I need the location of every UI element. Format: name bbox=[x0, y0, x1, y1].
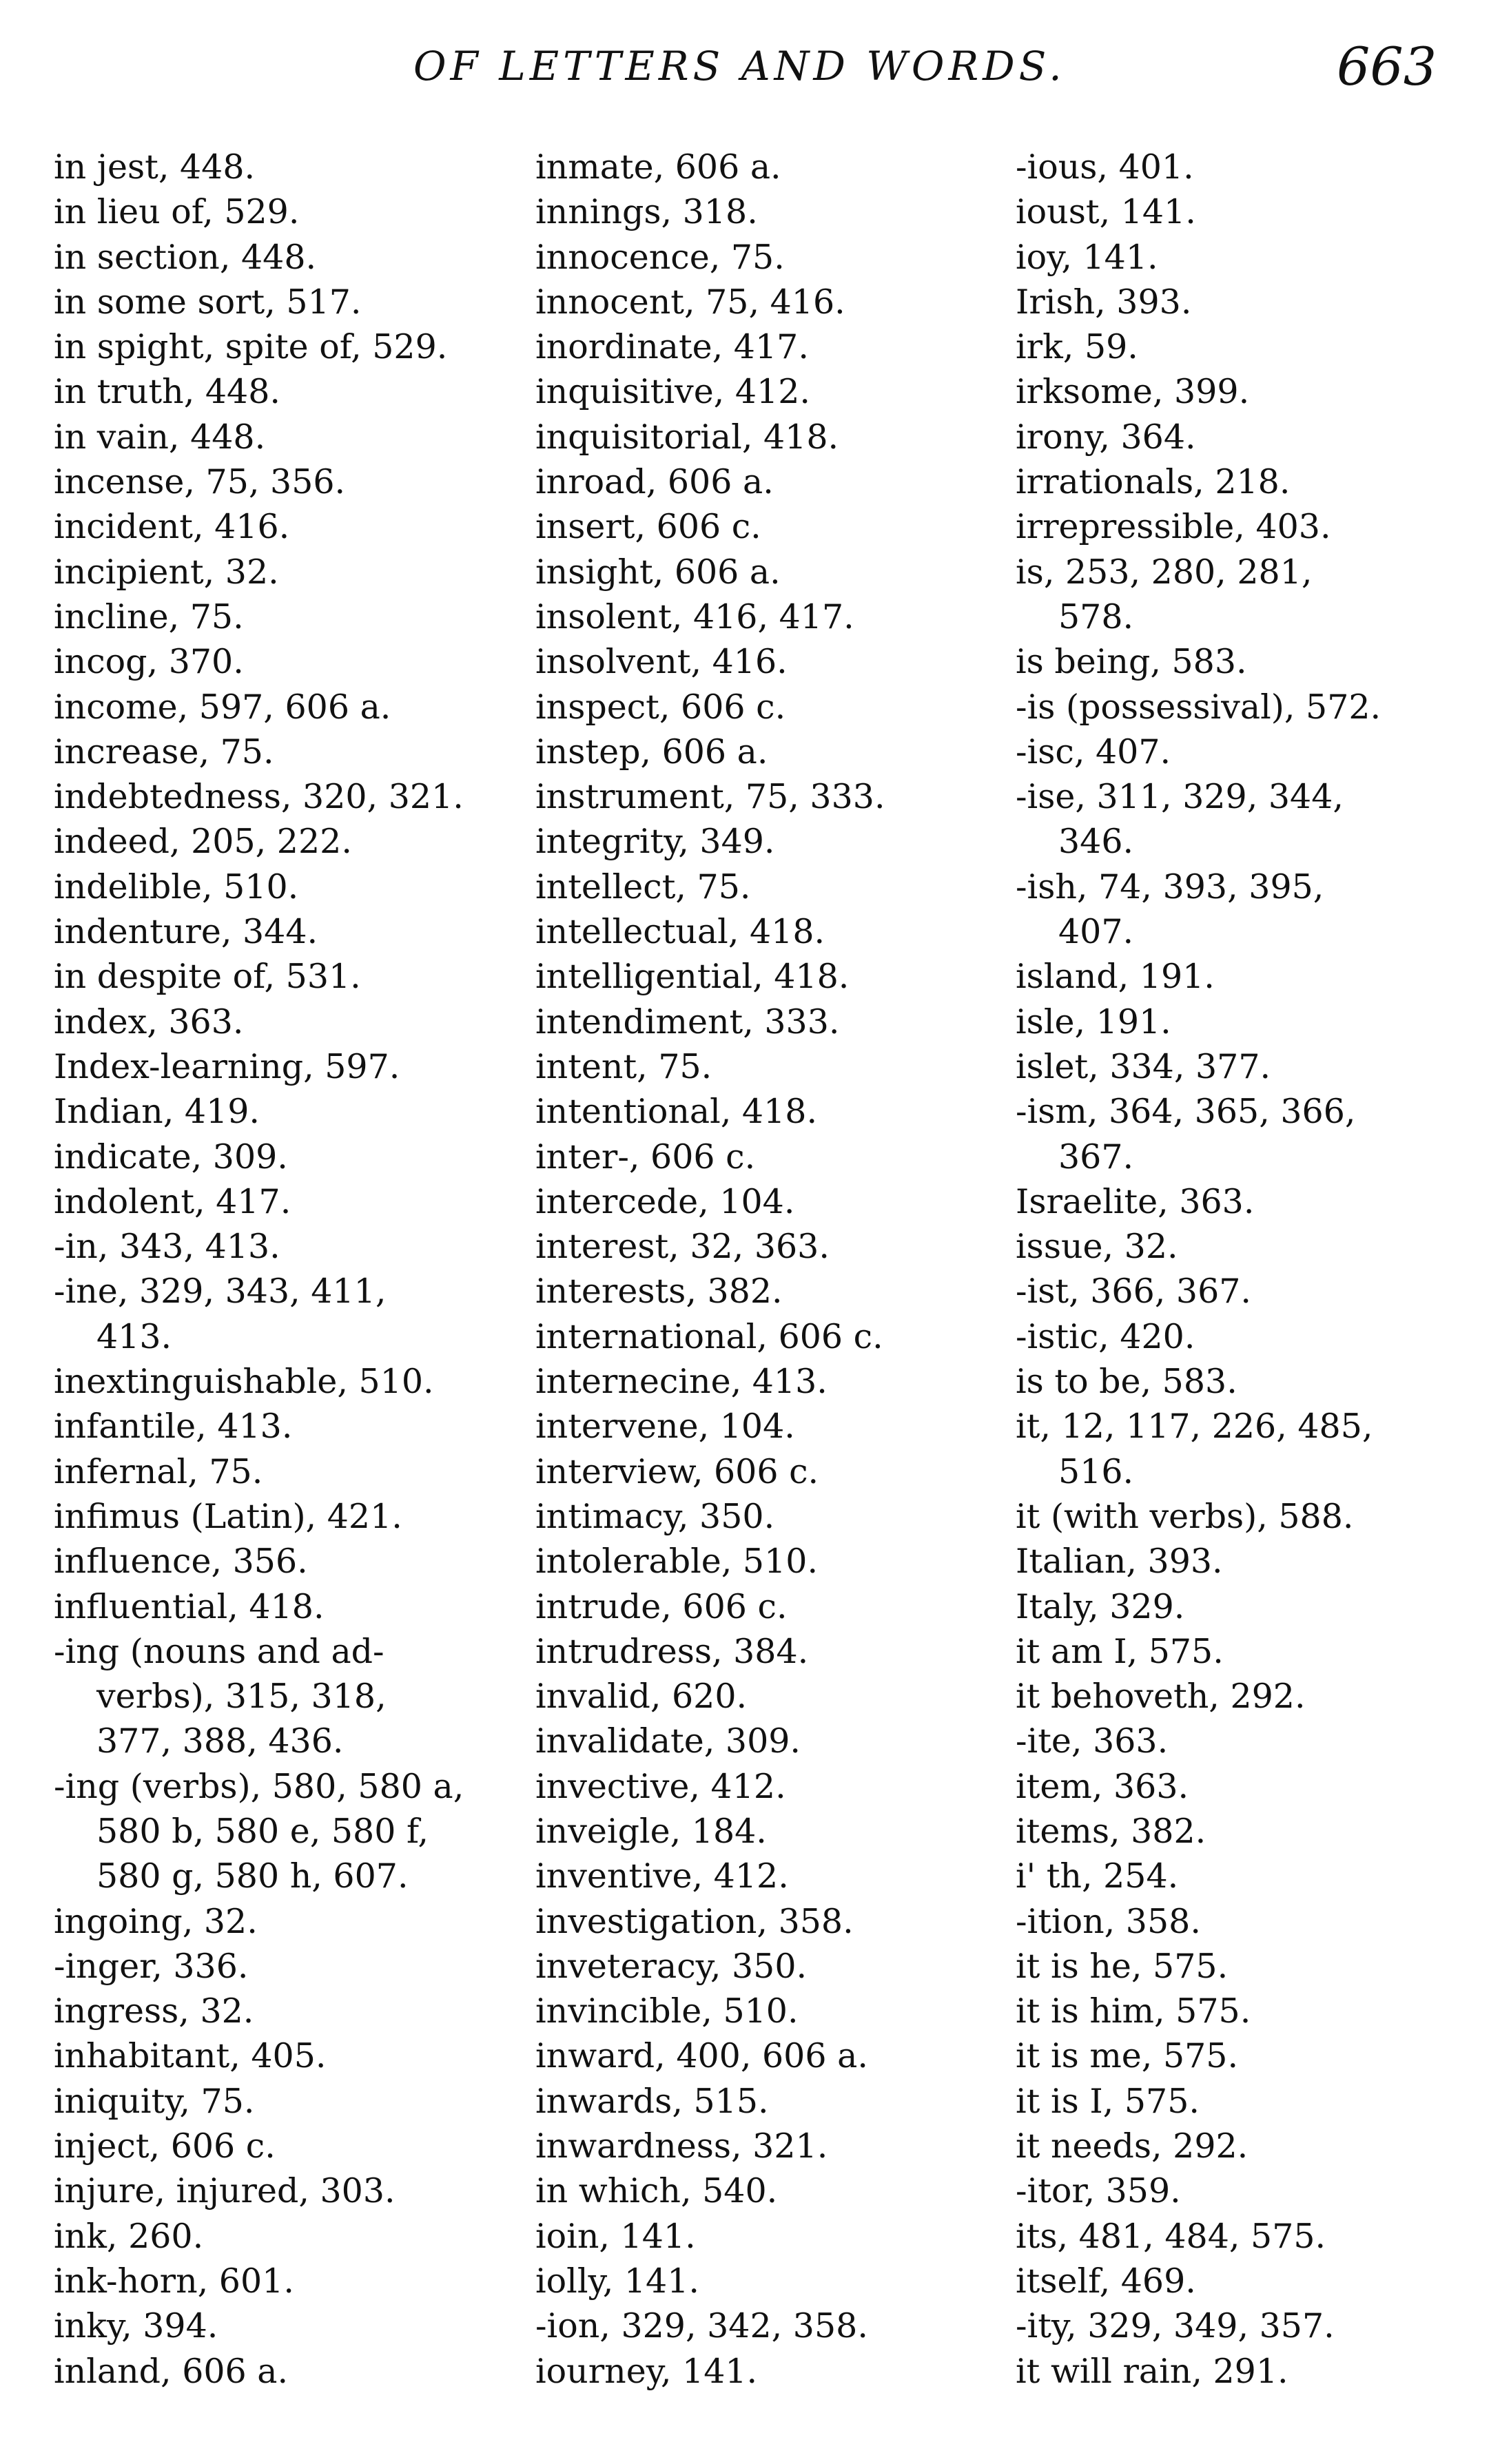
index-entry: irk, 59. bbox=[1016, 327, 1138, 367]
index-entry: inextinguishable, 510. bbox=[54, 1362, 434, 1402]
index-entry: item, 363. bbox=[1016, 1766, 1189, 1806]
index-entry: 367. bbox=[1058, 1137, 1134, 1177]
index-entry: indicate, 309. bbox=[54, 1137, 288, 1177]
index-entry: interests, 382. bbox=[535, 1272, 783, 1312]
index-entry: invalid, 620. bbox=[535, 1677, 748, 1717]
index-entry: innocence, 75. bbox=[535, 237, 785, 277]
index-entry: intrudress, 384. bbox=[535, 1631, 809, 1671]
index-entry: intentional, 418. bbox=[535, 1092, 818, 1132]
index-entry: inveteracy, 350. bbox=[535, 1946, 808, 1986]
index-entry: injure, injured, 303. bbox=[54, 2171, 395, 2211]
index-entry: in spight, spite of, 529. bbox=[54, 327, 448, 367]
index-entry: interview, 606 c. bbox=[535, 1451, 819, 1491]
index-entry: innings, 318. bbox=[535, 192, 758, 232]
index-entry: irony, 364. bbox=[1016, 417, 1196, 457]
index-entry: -ist, 366, 367. bbox=[1016, 1272, 1251, 1312]
index-entry: in lieu of, 529. bbox=[54, 192, 300, 232]
index-entry: intrude, 606 c. bbox=[535, 1586, 788, 1626]
index-entry: inquisitive, 412. bbox=[535, 372, 810, 412]
index-entry: instep, 606 a. bbox=[535, 732, 768, 772]
index-entry: income, 597, 606 a. bbox=[54, 687, 391, 727]
index-entry: invincible, 510. bbox=[535, 1991, 799, 2031]
index-entry: it is him, 575. bbox=[1016, 1991, 1251, 2031]
index-entry: isle, 191. bbox=[1016, 1002, 1171, 1042]
index-entry: influential, 418. bbox=[54, 1586, 325, 1626]
index-entry: Index-learning, 597. bbox=[54, 1046, 400, 1086]
index-column-3 bbox=[1016, 145, 1457, 2394]
index-entry: integrity, 349. bbox=[535, 822, 775, 862]
index-entry: items, 382. bbox=[1016, 1811, 1206, 1851]
index-entry: -ish, 74, 393, 395, bbox=[1016, 867, 1324, 907]
index-entry: -ion, 329, 342, 358. bbox=[535, 2306, 868, 2346]
index-entry: insert, 606 c. bbox=[535, 507, 761, 547]
index-entry: index, 363. bbox=[54, 1002, 244, 1042]
index-entry: intercede, 104. bbox=[535, 1181, 795, 1221]
index-column-1 bbox=[54, 145, 495, 2394]
index-entry: is being, 583. bbox=[1016, 642, 1247, 682]
index-entry: is, 253, 280, 281, bbox=[1016, 552, 1313, 592]
index-entry: -istic, 420. bbox=[1016, 1316, 1195, 1356]
index-entry: is to be, 583. bbox=[1016, 1362, 1237, 1402]
index-entry: Italy, 329. bbox=[1016, 1586, 1185, 1626]
index-entry: -ine, 329, 343, 411, bbox=[54, 1272, 387, 1312]
index-entry: it (with verbs), 588. bbox=[1016, 1496, 1354, 1536]
index-entry: 377, 388, 436. bbox=[96, 1721, 344, 1761]
index-entry: islet, 334, 377. bbox=[1016, 1046, 1271, 1086]
index-entry: Indian, 419. bbox=[54, 1092, 260, 1132]
index-entry: -ity, 329, 349, 357. bbox=[1016, 2306, 1335, 2346]
index-entry: inland, 606 a. bbox=[54, 2351, 289, 2391]
index-entry: -inger, 336. bbox=[54, 1946, 249, 1986]
index-entry: incipient, 32. bbox=[54, 552, 279, 592]
index-entry: inspect, 606 c. bbox=[535, 687, 786, 727]
index-entry: insight, 606 a. bbox=[535, 552, 781, 592]
page-header bbox=[0, 36, 1500, 112]
index-entry: -itor, 359. bbox=[1016, 2171, 1181, 2211]
index-entry: ioin, 141. bbox=[535, 2216, 696, 2256]
index-entry: in truth, 448. bbox=[54, 372, 280, 412]
index-column-2 bbox=[535, 145, 976, 2394]
index-entry: in section, 448. bbox=[54, 237, 317, 277]
index-entry: inveigle, 184. bbox=[535, 1811, 767, 1851]
index-entry: infantile, 413. bbox=[54, 1407, 293, 1447]
index-entry: inwardness, 321. bbox=[535, 2126, 828, 2166]
index-entry: intervene, 104. bbox=[535, 1407, 795, 1447]
index-entry: ioy, 141. bbox=[1016, 237, 1158, 277]
index-entry: invective, 412. bbox=[535, 1766, 786, 1806]
index-entry: invalidate, 309. bbox=[535, 1721, 801, 1761]
index-entry: in vain, 448. bbox=[54, 417, 266, 457]
index-entry: iniquity, 75. bbox=[54, 2081, 255, 2121]
index-entry: inmate, 606 a. bbox=[535, 147, 781, 187]
index-entry: inquisitorial, 418. bbox=[535, 417, 839, 457]
index-entry: it is I, 575. bbox=[1016, 2081, 1200, 2121]
index-entry: Israelite, 363. bbox=[1016, 1181, 1255, 1221]
index-entry: it is me, 575. bbox=[1016, 2036, 1239, 2076]
index-entry: it is he, 575. bbox=[1016, 1946, 1229, 1986]
index-entry: instrument, 75, 333. bbox=[535, 777, 885, 817]
index-entry: indeed, 205, 222. bbox=[54, 822, 352, 862]
index-entry: incline, 75. bbox=[54, 597, 244, 636]
index-entry: internecine, 413. bbox=[535, 1362, 828, 1402]
page-number: 663 bbox=[1337, 36, 1437, 97]
index-entry: ioust, 141. bbox=[1016, 192, 1196, 232]
index-entry: inter-, 606 c. bbox=[535, 1137, 756, 1177]
index-entry: irrationals, 218. bbox=[1016, 462, 1291, 502]
index-entry: in jest, 448. bbox=[54, 147, 256, 187]
index-entry: intelligential, 418. bbox=[535, 957, 850, 997]
index-entry: inject, 606 c. bbox=[54, 2126, 276, 2166]
index-entry: itself, 469. bbox=[1016, 2261, 1196, 2301]
index-entry: indebtedness, 320, 321. bbox=[54, 777, 464, 817]
index-entry: indelible, 510. bbox=[54, 867, 299, 907]
index-entry: 516. bbox=[1058, 1451, 1134, 1491]
index-entry: inventive, 412. bbox=[535, 1856, 789, 1896]
index-entry: indolent, 417. bbox=[54, 1181, 291, 1221]
index-entry: ink, 260. bbox=[54, 2216, 204, 2256]
index-entry: inky, 394. bbox=[54, 2306, 218, 2346]
index-entry: intendiment, 333. bbox=[535, 1002, 840, 1042]
index-entry: its, 481, 484, 575. bbox=[1016, 2216, 1326, 2256]
index-entry: it, 12, 117, 226, 485, bbox=[1016, 1407, 1373, 1447]
index-entry: it behoveth, 292. bbox=[1016, 1677, 1306, 1717]
index-entry: increase, 75. bbox=[54, 732, 274, 772]
index-entry: influence, 356. bbox=[54, 1542, 308, 1582]
index-entry: 580 g, 580 h, 607. bbox=[96, 1856, 409, 1896]
index-entry: it needs, 292. bbox=[1016, 2126, 1249, 2166]
index-entry: -ise, 311, 329, 344, bbox=[1016, 777, 1344, 817]
index-entry: issue, 32. bbox=[1016, 1227, 1178, 1267]
index-entry: insolent, 416, 417. bbox=[535, 597, 854, 636]
index-entry: infernal, 75. bbox=[54, 1451, 263, 1491]
index-entry: investigation, 358. bbox=[535, 1901, 854, 1941]
index-entry: international, 606 c. bbox=[535, 1316, 883, 1356]
index-entry: iourney, 141. bbox=[535, 2351, 758, 2391]
index-entry: irrepressible, 403. bbox=[1016, 507, 1331, 547]
running-title: OF LETTERS AND WORDS. bbox=[413, 43, 1066, 90]
index-entry: intellectual, 418. bbox=[535, 912, 825, 952]
index-entry: it will rain, 291. bbox=[1016, 2351, 1288, 2391]
index-entry: 580 b, 580 e, 580 f, bbox=[96, 1811, 429, 1851]
index-entry: inhabitant, 405. bbox=[54, 2036, 327, 2076]
index-entry: verbs), 315, 318, bbox=[96, 1677, 387, 1717]
index-entry: it am I, 575. bbox=[1016, 1631, 1224, 1671]
index-entry: ingoing, 32. bbox=[54, 1901, 258, 1941]
index-entry: -ism, 364, 365, 366, bbox=[1016, 1092, 1356, 1132]
index-entry: inroad, 606 a. bbox=[535, 462, 774, 502]
index-entry: i' th, 254. bbox=[1016, 1856, 1179, 1896]
index-entry: 346. bbox=[1058, 822, 1134, 862]
index-entry: infimus (Latin), 421. bbox=[54, 1496, 402, 1536]
index-entry: in which, 540. bbox=[535, 2171, 778, 2211]
index-entry: -isc, 407. bbox=[1016, 732, 1171, 772]
index-entry: -ite, 363. bbox=[1016, 1721, 1169, 1761]
index-entry: inward, 400, 606 a. bbox=[535, 2036, 868, 2076]
index-entry: intent, 75. bbox=[535, 1046, 712, 1086]
index-entry: island, 191. bbox=[1016, 957, 1215, 997]
index-entry: incense, 75, 356. bbox=[54, 462, 346, 502]
index-entry: innocent, 75, 416. bbox=[535, 282, 845, 322]
index-entry: -ition, 358. bbox=[1016, 1901, 1201, 1941]
index-entry: -ious, 401. bbox=[1016, 147, 1194, 187]
index-entry: iolly, 141. bbox=[535, 2261, 699, 2301]
index-entry: 413. bbox=[96, 1316, 172, 1356]
index-entry: interest, 32, 363. bbox=[535, 1227, 830, 1267]
index-entry: intellect, 75. bbox=[535, 867, 751, 907]
index-entry: 578. bbox=[1058, 597, 1134, 636]
index-entry: intolerable, 510. bbox=[535, 1542, 819, 1582]
index-entry: ingress, 32. bbox=[54, 1991, 254, 2031]
index-entry: indenture, 344. bbox=[54, 912, 318, 952]
index-entry: -in, 343, 413. bbox=[54, 1227, 280, 1267]
index-entry: inordinate, 417. bbox=[535, 327, 809, 367]
index-entry: incog, 370. bbox=[54, 642, 244, 682]
index-entry: in despite of, 531. bbox=[54, 957, 361, 997]
index-entry: Irish, 393. bbox=[1016, 282, 1192, 322]
index-entry: irksome, 399. bbox=[1016, 372, 1250, 412]
index-entry: 407. bbox=[1058, 912, 1134, 952]
index-entry: insolvent, 416. bbox=[535, 642, 788, 682]
index-entry: -ing (nouns and ad- bbox=[54, 1631, 384, 1671]
index-entry: intimacy, 350. bbox=[535, 1496, 775, 1536]
index-entry: incident, 416. bbox=[54, 507, 290, 547]
index-entry: in some sort, 517. bbox=[54, 282, 362, 322]
index-entry: inwards, 515. bbox=[535, 2081, 769, 2121]
index-entry: -is (possessival), 572. bbox=[1016, 687, 1381, 727]
index-entry: -ing (verbs), 580, 580 a, bbox=[54, 1766, 464, 1806]
index-entry: Italian, 393. bbox=[1016, 1542, 1223, 1582]
index-entry: ink-horn, 601. bbox=[54, 2261, 294, 2301]
